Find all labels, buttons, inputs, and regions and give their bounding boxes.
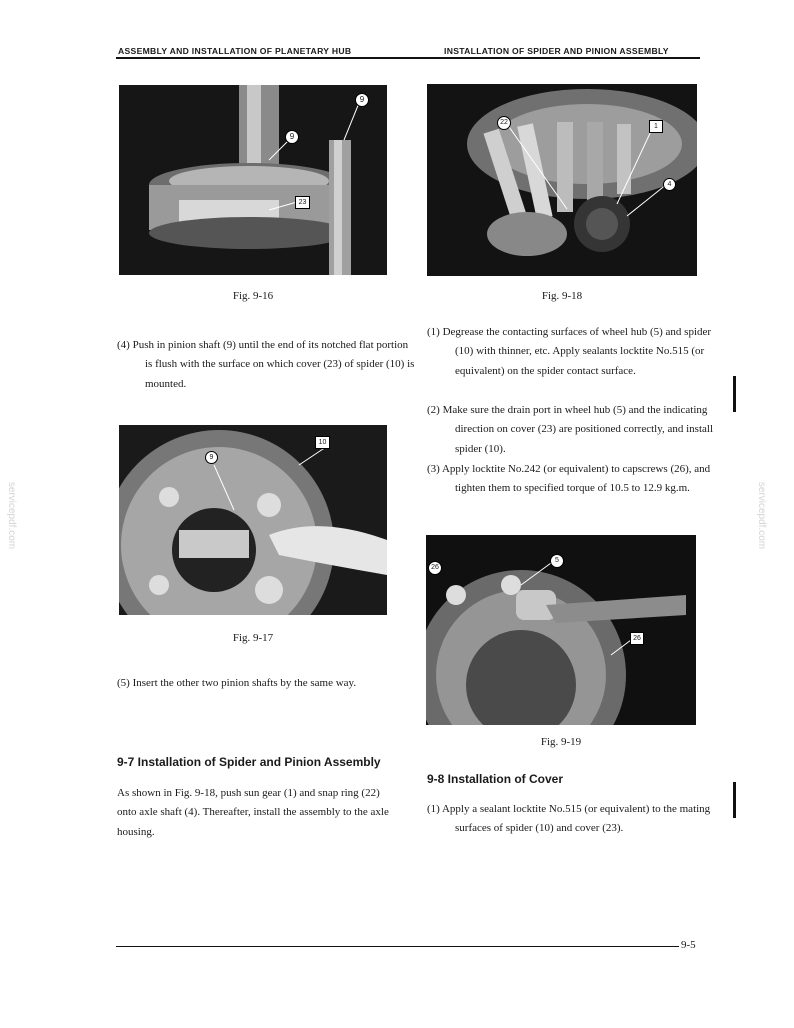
callout-10: 10 <box>315 436 330 449</box>
section-9-8-step-1: (1) Apply a sealant locktite No.515 (or equivalent) to the mating surfaces of spider (10) and cover (23). <box>427 803 711 835</box>
fig-9-19-photo <box>426 535 696 725</box>
fig-9-18-caption: Fig. 9-18 <box>541 290 583 302</box>
page-number: 9-5 <box>681 939 696 951</box>
fig-9-17-caption: Fig. 9-17 <box>232 632 274 644</box>
revision-bar-1 <box>733 376 736 412</box>
footer-rule <box>116 946 679 947</box>
callout-26-left: 26 <box>428 561 442 575</box>
fig-9-16-photo <box>119 85 387 275</box>
callout-22: 22 <box>497 116 511 130</box>
step-5-text: (5) Insert the other two pinion shafts by the same way. <box>117 677 357 689</box>
watermark-left: servicepdf.com <box>6 481 18 550</box>
right-step-3-text: (3) Apply locktite No.242 (or equivalent) to capscrews (26), and tighten them to specified torque of 10.5 to 12.9 kg.m. <box>427 463 711 495</box>
fig-9-17-photo <box>119 425 387 615</box>
callout-26-right: 26 <box>630 632 644 645</box>
revision-bar-2 <box>733 782 736 818</box>
fig-9-16-caption: Fig. 9-16 <box>232 290 274 302</box>
watermark-right: servicepdf.com <box>756 481 768 550</box>
callout-9: 9 <box>205 451 218 464</box>
fig-9-19-caption: Fig. 9-19 <box>540 736 582 748</box>
right-step-1-text: (1) Degrease the contacting surfaces of wheel hub (5) and spider (10) with thinner, etc. Apply sealants locktite No.515 (or equivalent) on the spider contact surface. <box>427 326 712 377</box>
callout-9-mid: 9 <box>285 130 299 144</box>
callout-1: 1 <box>649 120 663 133</box>
callout-9-top: 9 <box>355 93 369 107</box>
header-rule <box>116 57 700 59</box>
right-step-2-text: (2) Make sure the drain port in wheel hub (5) and the indicating direction on cover (23) are positioned correctly, and install spider (10). <box>427 404 714 455</box>
section-9-7-body: As shown in Fig. 9-18, push sun gear (1) and snap ring (22) onto axle shaft (4). Thereafter, install the assembly to the axle housing. <box>117 787 389 838</box>
section-9-8-heading: 9-8 Installation of Cover <box>427 772 564 786</box>
header-right-title: INSTALLATION OF SPIDER AND PINION ASSEMBLY <box>444 46 669 56</box>
callout-4: 4 <box>663 178 676 191</box>
step-4-text: (4) Push in pinion shaft (9) until the end of its notched flat portion is flush with the surface on which cover (23) of spider (10) is mounted. <box>117 339 415 390</box>
fig-9-18-photo <box>427 84 697 276</box>
callout-23: 23 <box>295 196 310 209</box>
header-left-title: ASSEMBLY AND INSTALLATION OF PLANETARY HUB <box>118 46 352 56</box>
section-9-7-heading: 9-7 Installation of Spider and Pinion Assembly <box>117 755 381 769</box>
callout-5: 5 <box>550 554 564 568</box>
